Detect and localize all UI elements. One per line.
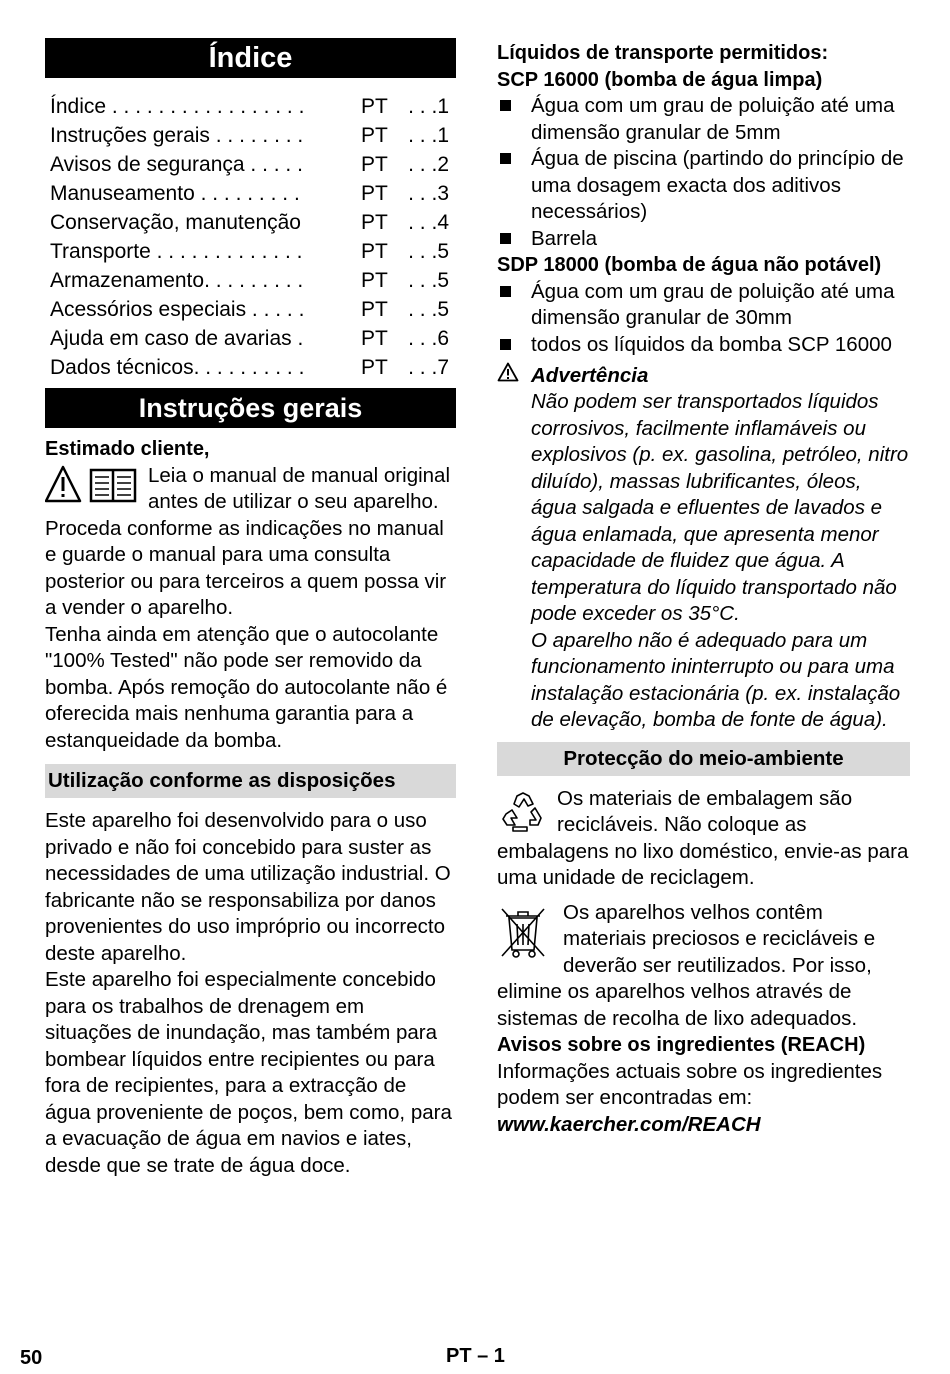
toc-row[interactable] bbox=[45, 237, 456, 266]
warning-label: Advertência bbox=[531, 364, 649, 387]
toc-row[interactable] bbox=[45, 295, 456, 324]
list-item-text: Água com um grau de poluição até uma dimensão granular de 5mm bbox=[531, 94, 895, 144]
toc-title: Acessórios especiais . . . . . bbox=[50, 298, 305, 321]
toc-title: Manuseamento . . . . . . . . . bbox=[50, 182, 300, 205]
right-column bbox=[497, 40, 910, 1138]
toc-title: Transporte . . . . . . . . . . . . . bbox=[50, 240, 303, 263]
environment-heading: Protecção do meio-ambiente bbox=[497, 742, 910, 776]
warning-header bbox=[497, 362, 910, 389]
toc-row[interactable] bbox=[45, 353, 456, 382]
bullet-square-icon bbox=[497, 226, 531, 253]
general-paragraph-2: Tenha ainda em atenção que o autocolante "100% Tested" não pode ser removido da bomba. Após remoção do autocolante não é oferecida mais nenhuma garantia para a estanqueidade da bomba. bbox=[45, 622, 448, 752]
list-item bbox=[497, 146, 910, 226]
reach-link[interactable]: www.kaercher.com/REACH bbox=[497, 1112, 761, 1136]
toc-lang: PT bbox=[361, 298, 388, 321]
toc-page: . . .5 bbox=[408, 298, 449, 321]
toc-title: Índice . . . . . . . . . . . . . . . . . bbox=[50, 95, 305, 118]
toc-page: . . .6 bbox=[408, 327, 449, 350]
toc-lang: PT bbox=[361, 327, 388, 350]
list-item bbox=[497, 279, 910, 332]
environment-paragraph-2: Os aparelhos velhos contêm materiais preciosos e recicláveis e deverão ser reutilizados. Por isso, elimine os aparelhos velhos através de sistemas de recolha de lixo adequados. bbox=[497, 900, 876, 1030]
warning-and-manual-icon bbox=[45, 465, 142, 505]
bullet-square-icon bbox=[497, 146, 531, 226]
toc-lang: PT bbox=[361, 182, 388, 205]
bullet-square-icon bbox=[497, 332, 531, 359]
general-intro bbox=[45, 463, 456, 622]
warning-paragraph-2: O aparelho não é adequado para um funcionamento ininterrupto ou para uma instalação estacionária (p. ex. instalação de elevação, bomba de fonte de água). bbox=[531, 628, 901, 731]
sdp-heading: SDP 18000 (bomba de água não potável) bbox=[497, 254, 882, 276]
toc-page: . . .5 bbox=[408, 269, 449, 292]
toc-lang: PT bbox=[361, 356, 388, 379]
toc-title: Armazenamento. . . . . . . . . bbox=[50, 269, 304, 292]
toc-page: . . .2 bbox=[408, 153, 449, 176]
general-heading: Instruções gerais bbox=[45, 388, 456, 428]
usage-paragraph-1: Este aparelho foi desenvolvido para o uso privado e não foi concebido para suster as necessidades de uma utilização industrial. O fabricante não se responsabiliza por danos provenientes do uso impróprio ou incorrecto deste aparelho. bbox=[45, 809, 451, 965]
scp-heading: SCP 16000 (bomba de água limpa) bbox=[497, 68, 823, 91]
left-column bbox=[45, 38, 456, 1179]
list-item-text: Água com um grau de poluição até uma dimensão granular de 30mm bbox=[531, 279, 895, 329]
toc-lang: PT bbox=[361, 95, 388, 118]
environment-packaging bbox=[497, 786, 910, 892]
list-item bbox=[497, 93, 910, 146]
toc-page: . . .5 bbox=[408, 240, 449, 263]
toc-title: Instruções gerais . . . . . . . . bbox=[50, 124, 304, 147]
usage-heading: Utilização conforme as disposições bbox=[45, 764, 456, 798]
page-number: 50 bbox=[20, 1347, 43, 1369]
toc-lang: PT bbox=[361, 269, 388, 292]
list-item-text: Água de piscina (partindo do princípio de uma dosagem exacta dos aditivos necessários) bbox=[531, 147, 904, 223]
environment-disposal bbox=[497, 900, 910, 1033]
toc-lang: PT bbox=[361, 211, 388, 234]
reach-paragraph: Informações actuais sobre os ingredientes podem ser encontradas em: bbox=[497, 1059, 883, 1109]
warning-icon bbox=[497, 362, 531, 389]
toc-title: Conservação, manutenção bbox=[50, 211, 301, 234]
toc-lang: PT bbox=[361, 124, 388, 147]
toc-row[interactable] bbox=[45, 150, 456, 179]
toc-page: . . .1 bbox=[408, 124, 449, 147]
toc-page: . . .3 bbox=[408, 182, 449, 205]
toc-row[interactable] bbox=[45, 121, 456, 150]
list-item-text: Barrela bbox=[531, 226, 598, 250]
toc-title: Dados técnicos. . . . . . . . . . bbox=[50, 356, 305, 379]
toc-title: Ajuda em caso de avarias . bbox=[50, 327, 304, 350]
warning-paragraph-1: Não podem ser transportados líquidos corrosivos, facilmente inflamáveis ou explosivos (p. ex. gasolina, petróleo, nitro diluído), massas lubrificantes, óleos, água salgada e efluentes de lavados e água enlamada, que apresenta menor capacidade de fluidez que água. A temperatura do líquido transportado não pode exceder os 35°C. bbox=[531, 390, 909, 625]
environment-paragraph-1: Os materiais de embalagem são recicláveis. Não coloque as embalagens no lixo doméstico, envie-as para uma unidade de reciclagem. bbox=[497, 786, 909, 889]
toc-row[interactable] bbox=[45, 208, 456, 237]
bullet-square-icon bbox=[497, 93, 531, 146]
greeting: Estimado cliente, bbox=[45, 438, 210, 460]
recycling-icon bbox=[497, 790, 549, 836]
list-item bbox=[497, 226, 910, 253]
general-paragraph-1: Leia o manual de manual original antes de utilizar o seu aparelho. Proceda conforme as indicações no manual e guarde o manual para uma consulta posterior ou para terceiros a quem possa vir a vender o aparelho. bbox=[45, 463, 451, 619]
toc-row[interactable] bbox=[45, 92, 456, 121]
bullet-square-icon bbox=[497, 279, 531, 332]
toc-lang: PT bbox=[361, 153, 388, 176]
section-label: PT – 1 bbox=[446, 1345, 505, 1367]
toc-row[interactable] bbox=[45, 324, 456, 353]
toc-page: . . .4 bbox=[408, 211, 449, 234]
list-item-text: todos os líquidos da bomba SCP 16000 bbox=[531, 332, 892, 356]
crossed-out-bin-icon bbox=[497, 904, 555, 966]
toc-row[interactable] bbox=[45, 179, 456, 208]
list-item bbox=[497, 332, 910, 359]
liquids-heading: Líquidos de transporte permitidos: bbox=[497, 42, 829, 64]
table-of-contents bbox=[45, 92, 456, 382]
toc-lang: PT bbox=[361, 240, 388, 263]
toc-page: . . .1 bbox=[408, 95, 449, 118]
toc-page: . . .7 bbox=[408, 356, 449, 379]
toc-title: Avisos de segurança . . . . . bbox=[50, 153, 303, 176]
toc-row[interactable] bbox=[45, 266, 456, 295]
usage-paragraph-2: Este aparelho foi especialmente concebido para os trabalhos de drenagem em situações de inundação, mas também para bombear líquidos entre recipientes ou para fora de recipientes, para a extracção de água proveniente de poços, bem como, para a evacuação de água em navios e iates, desde que se trate de água doce. bbox=[45, 968, 452, 1177]
toc-heading: Índice bbox=[45, 38, 456, 78]
reach-heading: Avisos sobre os ingredientes (REACH) bbox=[497, 1034, 866, 1056]
